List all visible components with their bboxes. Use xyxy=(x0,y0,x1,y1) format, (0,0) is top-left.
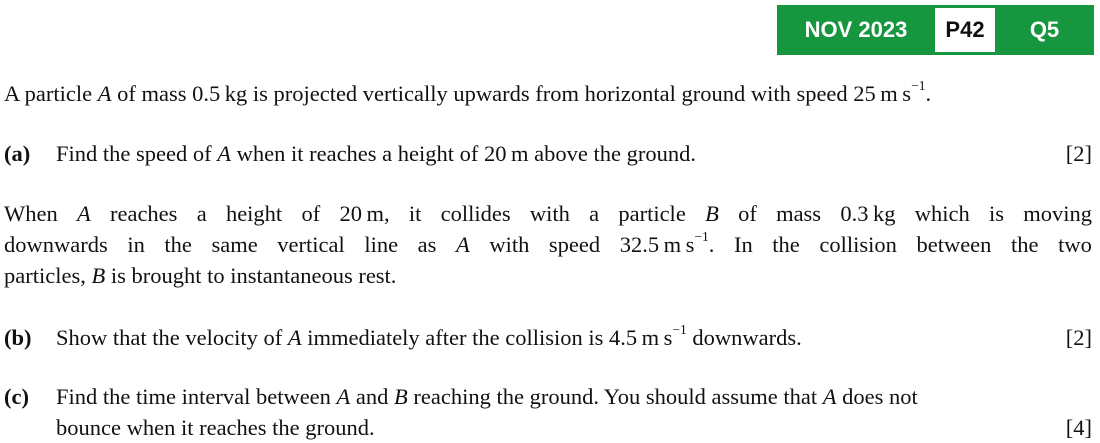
scenario-line-1-word: mass xyxy=(776,201,822,226)
part-b-text-2: immediately after the collision is 4.5 m s xyxy=(301,325,673,350)
scenario-line-2-word: same xyxy=(211,232,258,257)
part-b-text-3: downwards. xyxy=(686,325,802,350)
scenario-line-1-word: of xyxy=(301,201,321,226)
scenario-line-2-word: speed xyxy=(548,232,601,257)
scenario-line-2 xyxy=(4,231,1092,259)
scenario-line-1 xyxy=(4,200,1092,228)
scenario-line-1-word: reaches xyxy=(109,201,178,226)
scenario-line-1-word: moving xyxy=(1023,201,1092,226)
scenario-line-2-word: vertical xyxy=(277,232,345,257)
scenario-line-2-word: the xyxy=(772,232,800,257)
part-c-text-4: does not xyxy=(836,384,918,409)
scenario-line-2-word: the xyxy=(1011,232,1039,257)
intro-var-a: A xyxy=(97,81,112,106)
part-b-unit-exponent: −1 xyxy=(672,322,687,338)
scenario-line-1-word: 20 m, xyxy=(339,201,390,226)
scenario-line-2-word: collision xyxy=(819,232,897,257)
scenario-line-2-word: as xyxy=(417,232,437,257)
part-b-var-a: A xyxy=(287,325,302,350)
intro-text-1: A particle xyxy=(4,81,98,106)
part-a xyxy=(4,140,1092,168)
question-intro xyxy=(4,80,1092,108)
part-c-var-a-2: A xyxy=(822,384,837,409)
part-c xyxy=(4,383,1092,411)
scenario-line-2-word: 32.5 m $s^{-1}$. xyxy=(619,229,715,257)
scenario-line-1-word: B xyxy=(705,201,719,226)
part-c-text-2: and xyxy=(350,384,395,409)
scenario-line-1-word: a xyxy=(589,201,600,226)
scenario-line-1-word: is xyxy=(988,201,1004,226)
part-c-label: (c) xyxy=(4,384,29,409)
scenario-line-1-word: height xyxy=(225,201,283,226)
part-a-text-2: when it reaches a height of 20 m above the ground. xyxy=(230,141,696,166)
part-a-var-a: A xyxy=(217,141,231,166)
scenario-line-1-word: 0.3 kg xyxy=(840,201,896,226)
part-c-text-5: bounce when it reaches the ground. xyxy=(56,415,375,440)
scenario-line-1-word: which xyxy=(914,201,970,226)
scenario-line-2-word: In xyxy=(733,232,753,257)
scenario-line-1-word: When xyxy=(4,201,58,226)
scenario-line-1-word: particle xyxy=(618,201,686,226)
scenario-line-1-word: collides xyxy=(440,201,511,226)
part-c-text-3: reaching the ground. You should assume that xyxy=(407,384,823,409)
scenario-line-3-text-2: is brought to instantaneous rest. xyxy=(105,263,397,288)
part-b-label: (b) xyxy=(4,325,32,350)
part-a-label: (a) xyxy=(4,141,31,166)
part-c-var-b: B xyxy=(394,384,408,409)
scenario-line-2-word: in xyxy=(127,232,145,257)
part-c-marks: [4] xyxy=(1065,415,1092,440)
intro-text-2: of mass 0.5 kg is projected vertically upwards from horizontal ground with speed 25 m s xyxy=(111,81,912,106)
part-c-line-2 xyxy=(4,414,1092,442)
scenario-line-1-word: A xyxy=(76,201,91,226)
exam-reference-badge xyxy=(777,5,1094,55)
scenario-line-2-word: between xyxy=(916,232,992,257)
part-b-marks: [2] xyxy=(1065,325,1092,350)
part-b-text-1: Show that the velocity of xyxy=(56,325,288,350)
scenario-line-2-word: downwards xyxy=(4,232,108,257)
scenario-line-2-word: two xyxy=(1058,232,1092,257)
part-c-var-a: A xyxy=(336,384,351,409)
scenario-line-3 xyxy=(4,262,1092,290)
intro-text-3: . xyxy=(925,81,932,106)
scenario-line-2-word: A xyxy=(456,232,470,257)
scenario-line-3-text-1: particles, xyxy=(4,263,92,288)
scenario-var-b: B xyxy=(91,263,106,288)
scenario-line-1-word: a xyxy=(196,201,207,226)
scenario-line-2-word: with xyxy=(489,232,530,257)
part-b xyxy=(4,324,1092,352)
paper-label: P42 xyxy=(935,8,995,52)
question-label: Q5 xyxy=(1029,17,1060,42)
part-a-text-1: Find the speed of xyxy=(56,141,218,166)
scenario-line-1-word: of xyxy=(738,201,757,226)
scenario-line-1-word: with xyxy=(529,201,570,226)
part-c-text-1: Find the time interval between xyxy=(56,384,337,409)
scenario-line-1-word: it xyxy=(408,201,422,226)
part-a-marks: [2] xyxy=(1065,141,1092,166)
session-label: NOV 2023 xyxy=(804,17,908,42)
intro-unit-exponent: −1 xyxy=(911,78,926,94)
scenario-line-2-word: the xyxy=(164,232,192,257)
scenario-line-2-word: line xyxy=(364,232,399,257)
